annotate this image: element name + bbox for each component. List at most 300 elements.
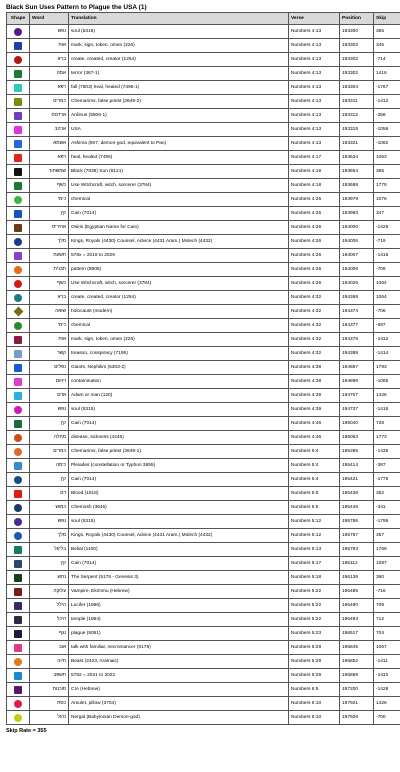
position-cell: 194388 — [340, 347, 374, 361]
skip-cell: -1428 — [374, 683, 400, 697]
position-cell: 195445 — [340, 501, 374, 515]
translation-cell: Beast (2423, Aramaic) — [69, 655, 289, 669]
word-cell: נחש — [30, 571, 69, 585]
position-cell: 194887 — [340, 361, 374, 375]
word-cell: חיוה — [30, 655, 69, 669]
position-cell: 194006 — [340, 235, 374, 249]
shape-marker-icon — [14, 392, 22, 400]
header-shape: Shape — [7, 13, 30, 25]
verse-cell: Numbers 4:26 — [289, 277, 340, 291]
table-row — [7, 67, 400, 81]
translation-cell: CIA (Hebrew) — [69, 683, 289, 697]
translation-cell: Cain (7014) — [69, 417, 289, 431]
table-row — [7, 669, 400, 683]
position-cell: 193312 — [340, 109, 374, 123]
shape-cell — [7, 25, 30, 39]
shape-cell — [7, 557, 30, 571]
position-cell: 195436 — [340, 487, 374, 501]
word-cell: זיהום — [30, 375, 69, 389]
word-cell: נגף — [30, 627, 69, 641]
shape-cell — [7, 473, 30, 487]
position-cell: 196485 — [340, 585, 374, 599]
shape-marker-icon — [14, 630, 22, 638]
verse-cell: Numbers 5:12 — [289, 515, 340, 529]
position-cell: 193302 — [340, 39, 374, 53]
verse-cell: Numbers 5:17 — [289, 557, 340, 571]
verse-cell: Numbers 5:29 — [289, 669, 340, 683]
skip-cell: -719 — [374, 235, 400, 249]
table-row — [7, 697, 400, 711]
position-cell: 196858 — [340, 669, 374, 683]
shape-marker-icon — [14, 210, 22, 218]
skip-cell: 1416 — [374, 67, 400, 81]
table-row — [7, 25, 400, 39]
shape-cell — [7, 627, 30, 641]
shape-marker-icon — [14, 28, 22, 36]
table-row — [7, 487, 400, 501]
verse-cell: Numbers 4:17 — [289, 151, 340, 165]
shape-cell — [7, 655, 30, 669]
shape-cell — [7, 221, 30, 235]
verse-cell: Numbers 4:13 — [289, 25, 340, 39]
shape-marker-icon — [14, 532, 22, 540]
word-cell: אוב — [30, 641, 69, 655]
skip-cell: -714 — [374, 53, 400, 67]
shape-cell — [7, 179, 30, 193]
shape-marker-icon — [14, 70, 22, 78]
word-cell: רפא — [30, 151, 69, 165]
shape-marker-icon — [14, 616, 22, 624]
position-cell: 196490 — [340, 599, 374, 613]
shape-marker-icon — [14, 602, 22, 610]
word-cell: קשר — [30, 347, 69, 361]
shape-marker-icon — [14, 490, 22, 498]
skip-cell: -1412 — [374, 95, 400, 109]
skip-cell: 704 — [374, 627, 400, 641]
table-row — [7, 543, 400, 557]
word-cell: נפש — [30, 403, 69, 417]
skip-cell: -1416 — [374, 249, 400, 263]
shape-cell — [7, 529, 30, 543]
position-cell: 196845 — [340, 641, 374, 655]
skip-cell: -1795 — [374, 515, 400, 529]
word-cell: רפא — [30, 81, 69, 95]
table-row — [7, 585, 400, 599]
shape-marker-icon — [14, 224, 22, 232]
skip-cell: -1767 — [374, 81, 400, 95]
skip-cell: 712 — [374, 613, 400, 627]
table-row — [7, 627, 400, 641]
skip-cell: -1414 — [374, 347, 400, 361]
shape-marker-icon — [14, 238, 22, 246]
word-cell: עלוקה — [30, 585, 69, 599]
word-cell: נפש — [30, 25, 69, 39]
skip-cell: 1064 — [374, 277, 400, 291]
translation-cell: Ardinus (5906-1) — [69, 109, 289, 123]
position-cell: 193302 — [340, 67, 374, 81]
verse-cell: Numbers 4:26 — [289, 249, 340, 263]
table-row — [7, 81, 400, 95]
shape-marker-icon — [14, 658, 22, 666]
verse-cell: Numbers 6:5 — [289, 683, 340, 697]
verse-cell: Numbers 4:32 — [289, 333, 340, 347]
shape-marker-icon — [14, 182, 22, 190]
skip-rate-footer: Skip Rate = 355 — [6, 728, 47, 734]
position-cell: 193302 — [340, 53, 374, 67]
verse-cell: Numbers 4:13 — [289, 137, 340, 151]
translation-cell: terror (367-1) — [69, 67, 289, 81]
word-cell: קין — [30, 207, 69, 221]
translation-cell: disease, sickness (4245) — [69, 431, 289, 445]
word-cell: כימה — [30, 459, 69, 473]
verse-cell: Numbers 4:13 — [289, 53, 340, 67]
header-verse: Verse — [289, 13, 340, 25]
translation-cell: The Serpent (5175 - Genesis 3) — [69, 571, 289, 585]
verse-cell: Numbers 6:10 — [289, 711, 340, 725]
skip-cell: -709 — [374, 263, 400, 277]
skip-cell: 355 — [374, 165, 400, 179]
shape-cell — [7, 291, 30, 305]
verse-cell: Numbers 4:46 — [289, 431, 340, 445]
verse-cell: Numbers 4:46 — [289, 417, 340, 431]
verse-cell: Numbers 6:10 — [289, 697, 340, 711]
shape-marker-icon — [14, 476, 22, 484]
translation-cell: 5782 = 2021 to 2022 — [69, 669, 289, 683]
table-body — [7, 25, 400, 725]
translation-cell: Ashima (807, demon-god, equivalent to Pan) — [69, 137, 289, 151]
word-cell: הילל — [30, 599, 69, 613]
word-cell: תבנית — [30, 263, 69, 277]
position-cell: 194374 — [340, 305, 374, 319]
shape-marker-icon — [14, 504, 22, 512]
translation-cell: soul (5315) — [69, 25, 289, 39]
verse-cell: Numbers 4:25 — [289, 207, 340, 221]
shape-cell — [7, 585, 30, 599]
position-cell: 194896 — [340, 375, 374, 389]
shape-cell — [7, 431, 30, 445]
word-cell: אות — [30, 333, 69, 347]
shape-marker-icon — [14, 294, 22, 302]
word-cell: מלך — [30, 529, 69, 543]
skip-cell: -697 — [374, 319, 400, 333]
verse-cell: Numbers 4:13 — [289, 95, 340, 109]
skip-cell: 1063 — [374, 151, 400, 165]
skip-cell: -1082 — [374, 137, 400, 151]
skip-cell: 709 — [374, 599, 400, 613]
shape-cell — [7, 39, 30, 53]
word-cell: נרגל — [30, 711, 69, 725]
verse-cell: Numbers 4:32 — [289, 347, 340, 361]
table-row — [7, 375, 400, 389]
shape-cell — [7, 403, 30, 417]
header-word: Word — [30, 13, 69, 25]
skip-cell: 360 — [374, 571, 400, 585]
verse-cell: Numbers 4:13 — [289, 67, 340, 81]
position-cell: 194368 — [340, 291, 374, 305]
table-row — [7, 347, 400, 361]
table-row — [7, 445, 400, 459]
table-row — [7, 165, 400, 179]
position-cell: 196852 — [340, 655, 374, 669]
word-cell: מלך — [30, 235, 69, 249]
shape-marker-icon — [14, 714, 22, 722]
word-cell: דם — [30, 487, 69, 501]
shape-cell — [7, 389, 30, 403]
shape-marker-icon — [14, 322, 22, 330]
word-cell: תשעח — [30, 249, 69, 263]
word-cell: כסת — [30, 697, 69, 711]
table-row — [7, 95, 400, 109]
shape-cell — [7, 81, 30, 95]
word-cell: שואה — [30, 305, 69, 319]
translation-cell: Belial (1100) — [69, 543, 289, 557]
skip-cell: 1067 — [374, 641, 400, 655]
verse-cell: Numbers 5:22 — [289, 613, 340, 627]
translation-cell: fall (7503) heal, healed (7495-1) — [69, 81, 289, 95]
verse-cell: Numbers 5:5 — [289, 487, 340, 501]
word-cell: ארהב — [30, 123, 69, 137]
table-row — [7, 529, 400, 543]
position-cell: 195787 — [340, 529, 374, 543]
verse-cell: Numbers 4:13 — [289, 123, 340, 137]
shape-marker-icon — [14, 154, 22, 162]
shape-cell — [7, 459, 30, 473]
word-cell: נפלים — [30, 361, 69, 375]
shape-cell — [7, 207, 30, 221]
translation-cell: mark, sign, token, omen (226) — [69, 39, 289, 53]
position-cell: 196517 — [340, 627, 374, 641]
table-row — [7, 459, 400, 473]
position-cell: 197928 — [340, 711, 374, 725]
shape-cell — [7, 445, 30, 459]
shape-marker-icon — [14, 266, 22, 274]
shape-cell — [7, 137, 30, 151]
verse-cell: Numbers 5:22 — [289, 599, 340, 613]
table-row — [7, 319, 400, 333]
table-row — [7, 431, 400, 445]
word-cell: כמרים — [30, 95, 69, 109]
word-cell: ברא — [30, 291, 69, 305]
word-cell: כמרים — [30, 445, 69, 459]
word-cell: אות — [30, 39, 69, 53]
shape-cell — [7, 669, 30, 683]
verse-cell: Numbers 4:32 — [289, 305, 340, 319]
translation-cell: Adam or man (120) — [69, 389, 289, 403]
shape-marker-icon — [14, 574, 22, 582]
table-row — [7, 221, 400, 235]
translation-cell: soul (5315) — [69, 515, 289, 529]
translation-cell: plague (5061) — [69, 627, 289, 641]
position-cell: 195793 — [340, 543, 374, 557]
shape-marker-icon — [14, 546, 22, 554]
table-row — [7, 571, 400, 585]
word-cell: ברא — [30, 53, 69, 67]
position-cell: 194737 — [340, 403, 374, 417]
word-cell: היכל — [30, 613, 69, 627]
shape-cell — [7, 95, 30, 109]
translation-cell: Blood (1818) — [69, 487, 289, 501]
table-header-row — [7, 13, 400, 25]
shape-cell — [7, 417, 30, 431]
verse-cell: Numbers 5:13 — [289, 543, 340, 557]
word-cell: אדם — [30, 389, 69, 403]
shape-marker-icon — [14, 588, 22, 596]
skip-cell: -700 — [374, 711, 400, 725]
table-row — [7, 711, 400, 725]
translation-cell: holocaust (modern) — [69, 305, 289, 319]
translation-cell: Cain (7014) — [69, 557, 289, 571]
translation-cell: Black (7838) Sun (8121) — [69, 165, 289, 179]
skip-cell: 347 — [374, 207, 400, 221]
table-row — [7, 683, 400, 697]
verse-cell: Numbers 4:13 — [289, 109, 340, 123]
verse-cell: Numbers 4:25 — [289, 193, 340, 207]
table-row — [7, 53, 400, 67]
shape-cell — [7, 711, 30, 725]
translation-cell: Vampire, Ekimmu (Hebrew) — [69, 585, 289, 599]
shape-marker-icon — [14, 644, 22, 652]
translation-cell: chemical — [69, 319, 289, 333]
shape-cell — [7, 53, 30, 67]
shape-marker-icon — [14, 168, 22, 176]
table-row — [7, 277, 400, 291]
word-cell: כשף — [30, 179, 69, 193]
verse-cell: Numbers 4:13 — [289, 81, 340, 95]
shape-cell — [7, 249, 30, 263]
translation-cell: heal, healed (7495) — [69, 151, 289, 165]
translation-cell: Lucifer (1966) — [69, 599, 289, 613]
table-row — [7, 123, 400, 137]
word-cell: נפש — [30, 515, 69, 529]
word-cell: ארדנוס — [30, 109, 69, 123]
shape-cell — [7, 333, 30, 347]
table-row — [7, 249, 400, 263]
header-position: Position — [340, 13, 374, 25]
position-cell: 193634 — [340, 151, 374, 165]
shape-cell — [7, 123, 30, 137]
verse-cell: Numbers 4:26 — [289, 235, 340, 249]
shape-cell — [7, 277, 30, 291]
shape-marker-icon — [14, 560, 22, 568]
verse-cell: Numbers 5:4 — [289, 445, 340, 459]
verse-cell: Numbers 4:26 — [289, 221, 340, 235]
table-row — [7, 613, 400, 627]
skip-cell: -1416 — [374, 403, 400, 417]
shape-marker-icon — [14, 252, 22, 260]
position-cell: 195414 — [340, 459, 374, 473]
table-row — [7, 557, 400, 571]
table-row — [7, 361, 400, 375]
shape-marker-icon — [14, 378, 22, 386]
table-row — [7, 655, 400, 669]
shape-cell — [7, 697, 30, 711]
position-cell: 194377 — [340, 319, 374, 333]
position-cell: 195421 — [340, 473, 374, 487]
shape-cell — [7, 193, 30, 207]
results-table — [6, 12, 400, 725]
position-cell: 197200 — [340, 683, 374, 697]
shape-cell — [7, 487, 30, 501]
shape-cell — [7, 641, 30, 655]
translation-cell: temple (1964) — [69, 613, 289, 627]
verse-cell: Numbers 5:18 — [289, 571, 340, 585]
position-cell: 194378 — [340, 333, 374, 347]
position-cell: 196112 — [340, 557, 374, 571]
verse-cell: Numbers 5:12 — [289, 529, 340, 543]
translation-cell: Use Witchcraft, witch, sorcerer (3784) — [69, 277, 289, 291]
verse-cell: Numbers 5:29 — [289, 641, 340, 655]
position-cell: 196493 — [340, 613, 374, 627]
position-cell: 193300 — [340, 25, 374, 39]
skip-cell: 728 — [374, 417, 400, 431]
translation-cell: Cain (7014) — [69, 207, 289, 221]
translation-cell: Kings, Royals (4430) Counsel, Advice (4431 Aram.) Molech (4432) — [69, 235, 289, 249]
shape-marker-icon — [14, 686, 22, 694]
verse-cell: Numbers 5:5 — [289, 501, 340, 515]
skip-cell: 1087 — [374, 557, 400, 571]
translation-cell: pattern (8508) — [69, 263, 289, 277]
word-cell: אמה — [30, 67, 69, 81]
position-cell: 193993 — [340, 207, 374, 221]
verse-cell: Numbers 5:29 — [289, 655, 340, 669]
table-row — [7, 389, 400, 403]
position-cell: 197921 — [340, 697, 374, 711]
shape-cell — [7, 305, 30, 319]
shape-cell — [7, 599, 30, 613]
table-row — [7, 403, 400, 417]
translation-cell: soul (5315) — [69, 403, 289, 417]
shape-marker-icon — [14, 420, 22, 428]
shape-marker-icon — [14, 364, 22, 372]
word-cell: כימי — [30, 193, 69, 207]
shape-cell — [7, 361, 30, 375]
word-cell: כמוש — [30, 501, 69, 515]
verse-cell: Numbers 4:38 — [289, 375, 340, 389]
verse-cell: Numbers 5:23 — [289, 627, 340, 641]
word-cell: קין — [30, 557, 69, 571]
translation-cell: Use Witchcraft, witch, sorcerer (3784) — [69, 179, 289, 193]
shape-cell — [7, 613, 30, 627]
skip-cell: -716 — [374, 585, 400, 599]
table-row — [7, 291, 400, 305]
skip-cell: 1779 — [374, 179, 400, 193]
translation-cell: Chemarims, false priest (3649-1) — [69, 445, 289, 459]
position-cell: 194000 — [340, 221, 374, 235]
position-cell: 193321 — [340, 137, 374, 151]
shape-marker-icon — [14, 84, 22, 92]
translation-cell: Giants, Nephilim (5303-2) — [69, 361, 289, 375]
shape-cell — [7, 375, 30, 389]
position-cell: 193304 — [340, 81, 374, 95]
verse-cell: Numbers 4:32 — [289, 319, 340, 333]
shape-marker-icon — [14, 406, 22, 414]
header-skip: Skip — [374, 13, 400, 25]
shape-marker-icon — [14, 462, 22, 470]
shape-marker-icon — [14, 126, 22, 134]
translation-cell: chemical — [69, 193, 289, 207]
shape-marker-icon — [14, 336, 22, 344]
word-cell: אשמא — [30, 137, 69, 151]
position-cell: 195040 — [340, 417, 374, 431]
shape-marker-icon — [14, 448, 22, 456]
position-cell: 194008 — [340, 263, 374, 277]
translation-cell: Nergal (Babylonian Demon-god) — [69, 711, 289, 725]
position-cell: 194707 — [340, 389, 374, 403]
skip-cell: 352 — [374, 487, 400, 501]
table-row — [7, 179, 400, 193]
shape-marker-icon — [14, 672, 22, 680]
shape-cell — [7, 151, 30, 165]
